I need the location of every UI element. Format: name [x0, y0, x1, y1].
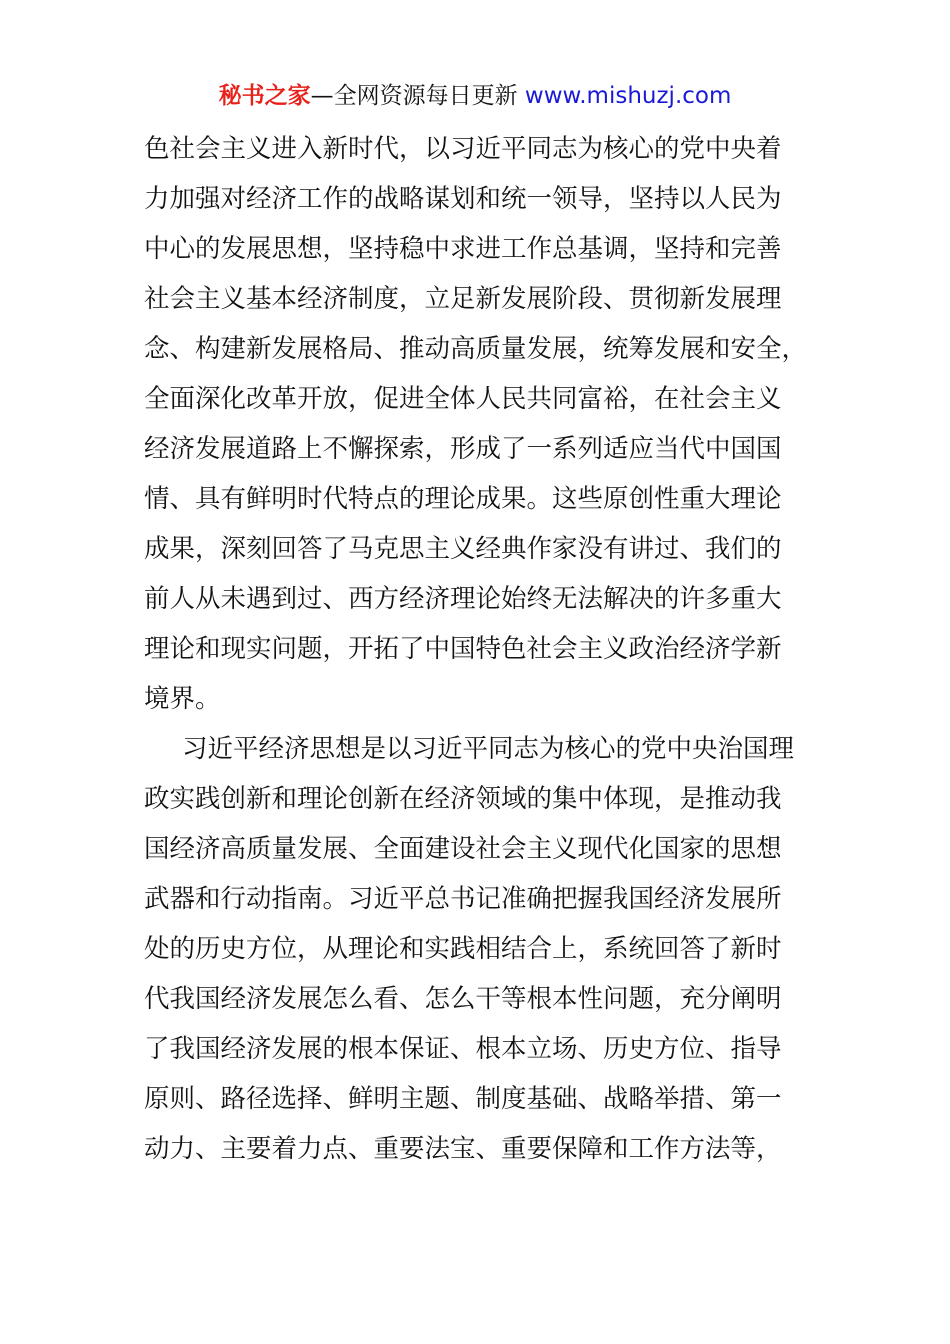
document-body: [144, 124, 808, 1174]
text-line: 色社会主义进入新时代，以习近平同志为核心的党中央着: [144, 134, 782, 164]
text-line: 政实践创新和理论创新在经济领域的集中体现，是推动我: [144, 784, 782, 814]
text-line: 理论和现实问题，开拓了中国特色社会主义政治经济学新: [144, 634, 782, 664]
text-line: 代我国经济发展怎么看、怎么干等根本性问题，充分阐明: [144, 984, 782, 1014]
text-line: 情、具有鲜明时代特点的理论成果。这些原创性重大理论: [144, 484, 782, 514]
text-line: 力加强对经济工作的战略谋划和统一领导，坚持以人民为: [144, 184, 782, 214]
text-line: 全面深化改革开放，促进全体人民共同富裕，在社会主义: [144, 384, 782, 414]
text-line: 境界。: [144, 684, 221, 714]
text-line: 念、构建新发展格局、推动高质量发展，统筹发展和安全，: [144, 334, 808, 364]
text-line: 前人从未遇到过、西方经济理论始终无法解决的许多重大: [144, 584, 782, 614]
text-line: 成果，深刻回答了马克思主义经典作家没有讲过、我们的: [144, 534, 782, 564]
text-line: 武器和行动指南。习近平总书记准确把握我国经济发展所: [144, 884, 782, 914]
site-url[interactable]: www.mishuzj.com: [517, 83, 732, 109]
text-line: 处的历史方位，从理论和实践相结合上，系统回答了新时: [144, 934, 782, 964]
paragraph-2: [144, 724, 804, 1174]
paragraph-1: [144, 124, 808, 724]
page-header: [0, 80, 950, 112]
text-line: 原则、路径选择、鲜明主题、制度基础、战略举措、第一: [144, 1084, 782, 1114]
text-line: 社会主义基本经济制度，立足新发展阶段、贯彻新发展理: [144, 284, 782, 314]
text-line: 经济发展道路上不懈探索，形成了一系列适应当代中国国: [144, 434, 782, 464]
text-line: 习近平经济思想是以习近平同志为核心的党中央治国理: [182, 734, 795, 764]
text-line: 了我国经济发展的根本保证、根本立场、历史方位、指导: [144, 1034, 782, 1064]
text-line: 国经济高质量发展、全面建设社会主义现代化国家的思想: [144, 834, 782, 864]
text-line: 动力、主要着力点、重要法宝、重要保障和工作方法等，: [144, 1134, 782, 1164]
text-line: 中心的发展思想，坚持稳中求进工作总基调，坚持和完善: [144, 234, 782, 264]
header-slogan: —全网资源每日更新: [310, 83, 518, 109]
brand-name: 秘书之家: [218, 83, 311, 109]
